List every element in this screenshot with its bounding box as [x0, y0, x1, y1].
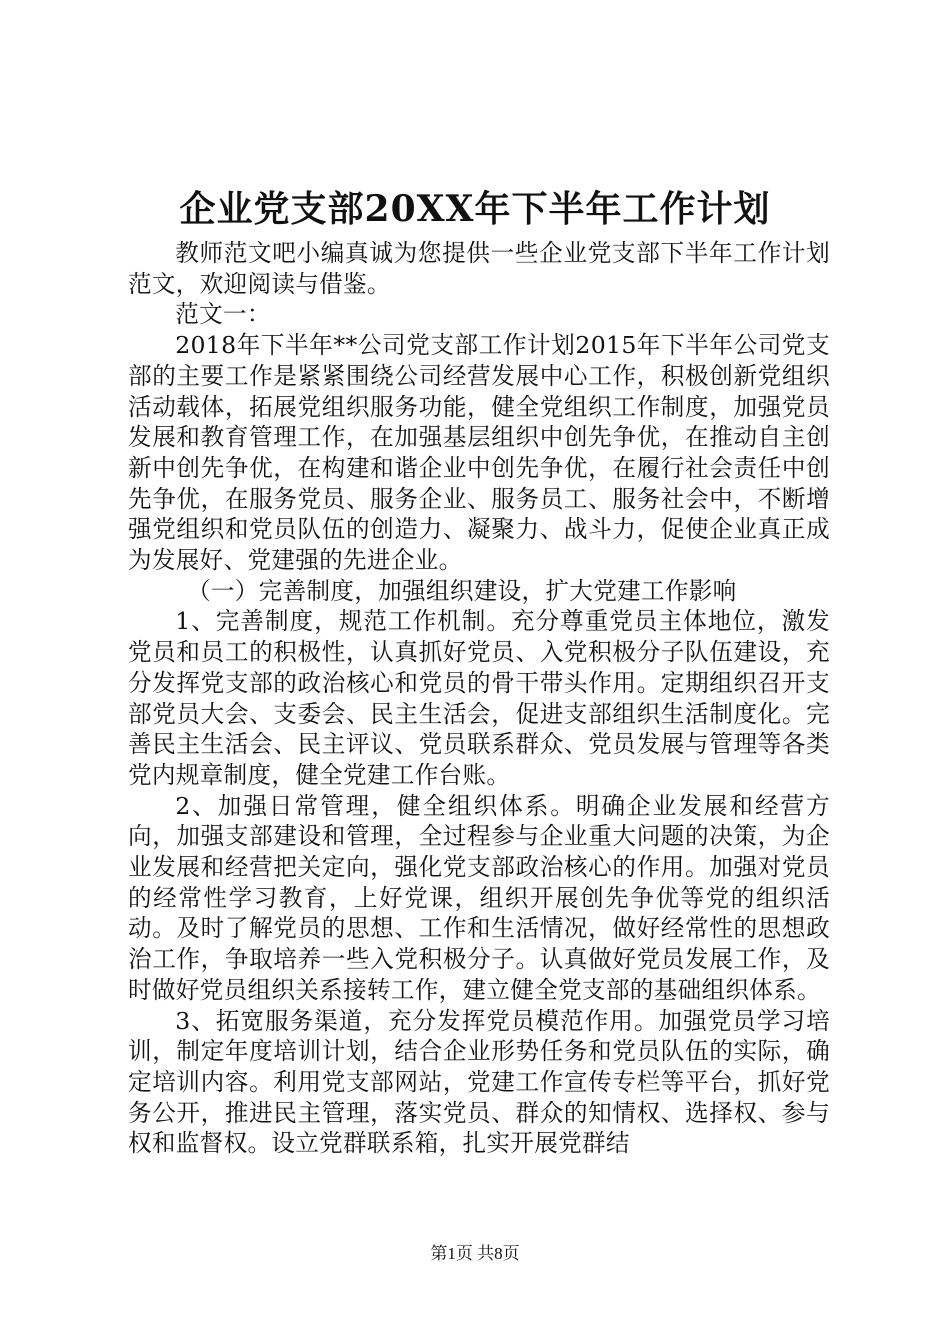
body-paragraph: 2018年下半年**公司党支部工作计划2015年下半年公司党支部的主要工作是紧紧围绕公司经营发展中心工作，积极创新党组织活动载体，拓展党组织服务功能，健全党组织工作制度，加强党员发展和教育管理工作，在加强基层组织中创先争优，在推动自主创新中创先争优，在构建和谐企业中创先争优，在履行社会责任中创先争优，在服务党员、服务企业、服务员工、服务社会中，不断增强党组织和党员队伍的创造力、凝聚力、战斗力，促使企业真正成为发展好、党建强的先进企业。 — [128, 331, 830, 575]
sample-heading: 范文一： — [175, 300, 271, 329]
document-title: 企业党支部20XX年下半年工作计划 — [179, 188, 771, 230]
section-heading: （一）完善制度，加强组织建设，扩大党建工作影响 — [187, 576, 737, 605]
intro-paragraph: 教师范文吧小编真诚为您提供一些企业党支部下半年工作计划范文，欢迎阅读与借鉴。 — [128, 239, 830, 298]
body-paragraph: 3、拓宽服务渠道，充分发挥党员模范作用。加强党员学习培训，制定年度培训计划，结合企业形势任务和党员队伍的实际，确定培训内容。利用党支部网站，党建工作宣传专栏等平台，抓好党务公开，推进民主管理，落实党员、群众的知情权、选择权、参与权和监督权。设立党群联系箱，扎实开展党群结 — [128, 1006, 830, 1158]
body-paragraph: 2、加强日常管理，健全组织体系。明确企业发展和经营方向，加强支部建设和管理，全过程参与企业重大问题的决策，为企业发展和经营把关定向，强化党支部政治核心的作用。加强对党员的经常性学习教育，上好党课，组织开展创先争优等党的组织活动。及时了解党员的思想、工作和生活情况，做好经常性的思想政治工作，争取培养一些入党积极分子。认真做好党员发展工作，及时做好党员组织关系接转工作，建立健全党支部的基础组织体系。 — [128, 791, 830, 1004]
document-body — [128, 238, 830, 1159]
page-number-footer: 第1页 共8页 — [430, 1244, 520, 1263]
body-paragraph: 1、完善制度，规范工作机制。充分尊重党员主体地位，激发党员和员工的积极性，认真抓好党员、入党积极分子队伍建设，充分发挥党支部的政治核心和党员的骨干带头作用。定期组织召开支部党员大会、支委会、民主生活会，促进支部组织生活制度化。完善民主生活会、民主评议、党员联系群众、党员发展与管理等各类党内规章制度，健全党建工作台账。 — [128, 607, 830, 789]
